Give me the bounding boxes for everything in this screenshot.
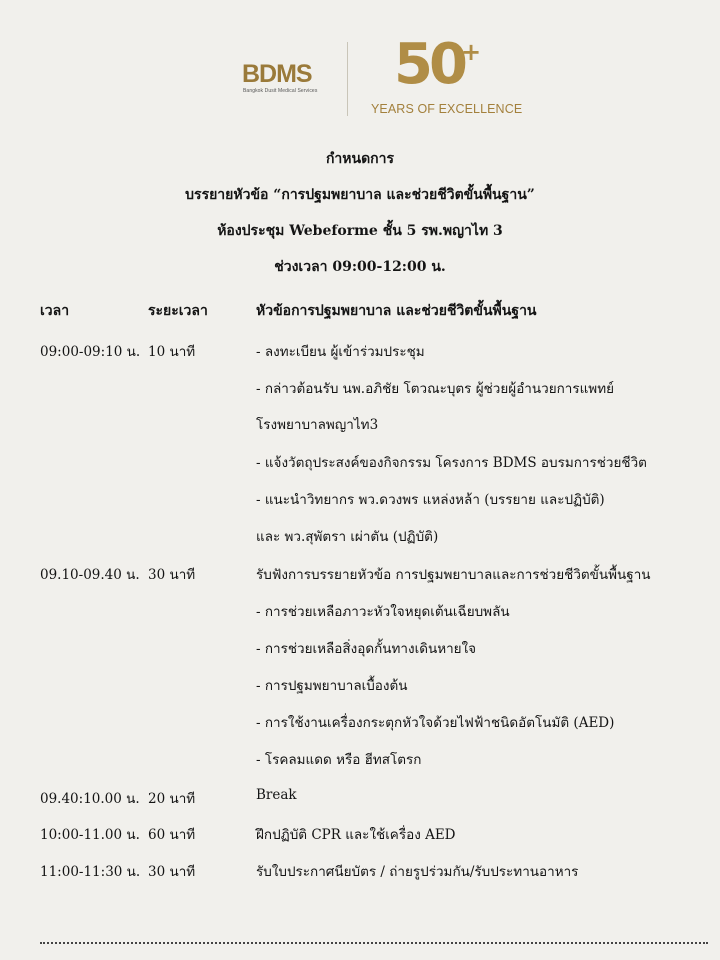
lecture-topic-title: บรรยายหัวข้อ “การปฐมพยาบาล และช่วยชีวิตขั้นพื้นฐาน” (185, 187, 535, 203)
anniversary-plus-mark: + (461, 38, 482, 66)
schedule-heading: กำหนดการ (325, 151, 395, 167)
anniversary-50-logo: 50 (394, 32, 464, 97)
row-time: 09:00-09:10 น. (40, 344, 141, 360)
logo-divider (347, 42, 348, 116)
bdms-logo-subtitle: Bangkok Dusit Medical Services (243, 88, 318, 94)
row-topic: - กล่าวต้อนรับ นพ.อภิชัย โตวณะบุตร ผู้ช่วยผู้อำนวยการแพทย์ (256, 381, 615, 397)
venue-line: ห้องประชุม Webeforme ชั้น 5 รพ.พญาไท 3 (217, 223, 503, 239)
row-duration: 30 นาที (148, 567, 196, 583)
header-topic: หัวข้อการปฐมพยาบาล และช่วยชีวิตขั้นพื้นฐาน (256, 303, 537, 319)
logo-area (0, 32, 720, 118)
row-topic: และ พว.สุพัตรา เผ่าตัน (ปฏิบัติ) (256, 529, 439, 545)
header-duration: ระยะเวลา (148, 303, 208, 319)
row-topic: - โรคลมแดด หรือ ฮีทสโตรก (256, 752, 422, 768)
row-topic: - แจ้งวัตถุประสงค์ของกิจกรรม โครงการ BDMS อบรมการช่วยชีวิต (256, 455, 647, 471)
anniversary-tagline: YEARS OF EXCELLENCE (371, 102, 523, 116)
row-topic: - ลงทะเบียน ผู้เข้าร่วมประชุม (256, 344, 425, 360)
row-duration: 10 นาที (148, 344, 196, 360)
time-range-line: ช่วงเวลา 09:00-12:00 น. (274, 259, 446, 275)
row-topic: - การใช้งานเครื่องกระตุกหัวใจด้วยไฟฟ้าชนิดอัตโนมัติ (AED) (256, 715, 615, 731)
row-duration: 60 นาที (148, 827, 196, 843)
row-topic: - การปฐมพยาบาลเบื้องต้น (256, 678, 408, 694)
row-topic: Break (256, 787, 297, 803)
row-time: 11:00-11:30 น. (40, 864, 141, 880)
bdms-logo: BDMS (242, 60, 312, 88)
row-topic: โรงพยาบาลพญาไท3 (256, 417, 379, 433)
dotted-footer-line (40, 942, 708, 944)
row-time: 10:00-11.00 น. (40, 827, 140, 843)
row-topic: - การช่วยเหลือภาวะหัวใจหยุดเต้นเฉียบพลัน (256, 604, 510, 620)
row-topic: ฝึกปฏิบัติ CPR และใช้เครื่อง AED (256, 827, 456, 843)
row-time: 09.10-09.40 น. (40, 567, 140, 583)
row-duration: 20 นาที (148, 791, 196, 807)
row-topic: รับใบประกาศนียบัตร / ถ่ายรูปร่วมกัน/รับประทานอาหาร (256, 864, 579, 880)
row-time: 09.40:10.00 น. (40, 791, 140, 807)
row-topic: รับฟังการบรรยายหัวข้อ การปฐมพยาบาลและการช่วยชีวิตขั้นพื้นฐาน (256, 567, 651, 583)
row-duration: 30 นาที (148, 864, 196, 880)
schedule-title-block (0, 145, 720, 289)
row-topic: - การช่วยเหลือสิ่งอุดกั้นทางเดินหายใจ (256, 641, 477, 657)
header-time: เวลา (40, 303, 70, 319)
row-topic: - แนะนำวิทยากร พว.ดวงพร แหล่งหล้า (บรรยาย และปฏิบัติ) (256, 492, 605, 508)
